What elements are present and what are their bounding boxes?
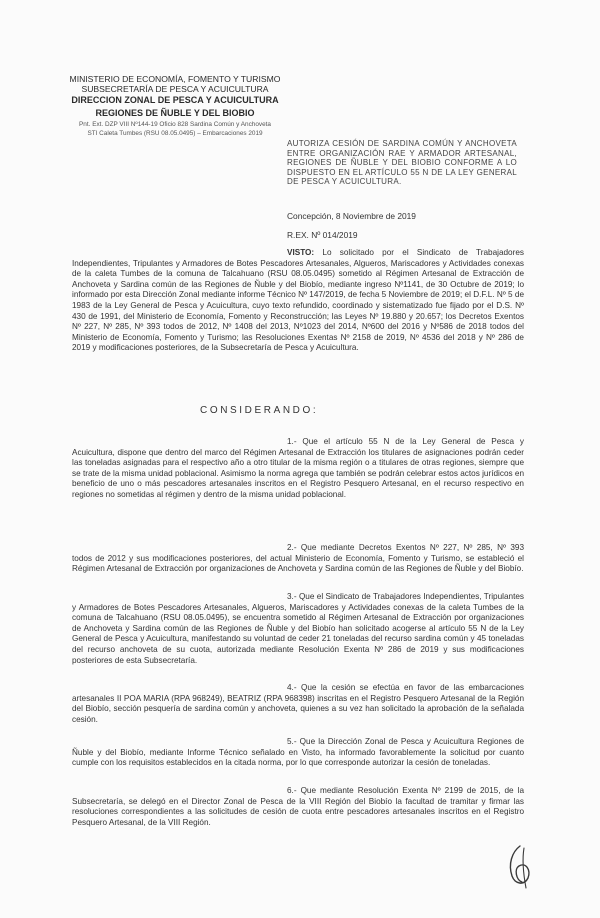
visto-text: Lo solicitado por el Sindicato de Trabajadores Independientes, Tripulantes y Armadores de Botes Pescadores Artesanales, Algueros, Mariscadores y Actividades conexas de la caleta Tumbes de la comuna de Talcahuano (RSU 08.05.0495) sometido al Régimen Artesanal de Extracción de Anchoveta y Sardina común de las Regiones de Ñuble y del Biobío, mediante ingreso Nº1141, de 30 Octubre de 2019; lo informado por esta Dirección Zonal mediante informe Técnico Nº 147/2019, de fecha 5 Noviembre de 2019; el D.F.L. Nº 5 de 1983 de la Ley General de Pesca y Acuicultura, cuyo texto refundido, coordinado y sistematizado fue fijado por el D.S. Nº 430 de 1991, del Ministerio de Economía, Fomento y Reconstrucción; las Leyes Nº 19.880 y 20.657; los Decretos Exentos Nº 227, Nº 285, Nº 393 todos de 2012, Nº 1408 del 2013, Nº1023 del 2014, Nº600 del 2016 y Nº586 de 2018 todos del Ministerio de Economía, Fomento y Turismo; las Resoluciones Exentas Nº 2158 de 2019, Nº 4536 del 2018 y Nº 286 de 2019 y modificaciones posteriores, de la Subsecretaría de Pesca y Acuicultura. (72, 248, 524, 353)
considerando-item: 1.- Que el artículo 55 N de la Ley General de Pesca y Acuicultura, dispone que dentro del marco del Régimen Artesanal de Extracción los titulares de asignaciones podrán ceder las toneladas asignadas para el respectivo año a otro titular de la misma región o a titulares de otras regiones, siempre que se trate de la misma unidad poblacional. Asimismo la norma agrega que también se podrán celebrar estos actos jurídicos en beneficio de uno o más pescadores artesanales inscritos en el Registro Pesquero Artesanal, en el recurso respectivo en regiones no sometidas al régimen y dentro de la misma unidad poblacional. (72, 437, 524, 499)
considerando-item: 2.- Que mediante Decretos Exentos Nº 227, Nº 285, Nº 393 todos de 2012 y sus modificaciones posteriores, del actual Ministerio de Economía, Fomento y Turismo, se estableció el Régimen Artesanal de Extracción por organizaciones de Anchoveta y Sardina común de las Regiones de Ñuble y del Biobío. (72, 543, 524, 574)
regions-name: REGIONES DE ÑUBLE Y DEL BIOBIO (95, 108, 255, 118)
visto-label: VISTO: (287, 248, 315, 257)
resolution-subject: AUTORIZA CESIÓN DE SARDINA COMÚN Y ANCHOVETA ENTRE ORGANIZACIÓN RAE Y ARMADOR ARTESANAL, REGIONES DE ÑUBLE Y DEL BIOBIO CONFORME A LO DISPUESTO EN EL ARTÍCULO 55 N DE LA LEY GENERAL DE PESCA Y ACUICULTURA. (287, 139, 517, 187)
considerando-item: 5.- Que la Dirección Zonal de Pesca y Acuicultura Regiones de Ñuble y del Biobío, mediante Informe Técnico señalado en Visto, ha informado favorablemente la solicitud por cuanto cumple con los requisitos establecidos en la citada norma, por lo que corresponde autorizar la cesión de toneladas. (72, 737, 524, 768)
subsecretary-name: SUBSECRETARÍA DE PESCA Y ACUICULTURA (81, 84, 269, 94)
ministry-name: MINISTERIO DE ECONOMÍA, FOMENTO Y TURISMO (69, 74, 281, 84)
visto-paragraph (72, 248, 524, 354)
place-date: Concepción, 8 Noviembre de 2019 (287, 211, 416, 221)
file-subject-line: STI Caleta Tumbes (RSU 08.05.0495) – Embarcaciones 2019 (87, 130, 263, 137)
considerando-heading: CONSIDERANDO: (200, 405, 319, 416)
considerando-item: 4.- Que la cesión se efectúa en favor de las embarcaciones artesanales II POA MARIA (RPA 968249), BEATRIZ (RPA 968398) inscritas en el Registro Pesquero Artesanal de la Región del Biobío, sección pesquería de sardina común y anchoveta, quienes a su vez han solicitado la aprobación de la señalada cesión. (72, 683, 524, 724)
handwritten-signature (502, 842, 536, 892)
file-reference-line: Pnt. Ext. DZP VIII Nº144-19 Oficio 828 Sardina Común y Anchoveta (79, 121, 271, 128)
considerando-item: 6.- Que mediante Resolución Exenta Nº 2199 de 2015, de la Subsecretaría, se delegó en el Director Zonal de Pesca de la VIII Región del Biobío la facultad de tramitar y firmar las resoluciones correspondientes a las solicitudes de cesión de cuota entre pescadores artesanales inscritos en el Registro Pesquero Artesanal, de la VIII Región. (72, 786, 524, 827)
considerando-item: 3.- Que el Sindicato de Trabajadores Independientes, Tripulantes y Armadores de Botes Pescadores Artesanales, Algueros, Mariscadores y Actividades conexas de la caleta Tumbes de la comuna de Talcahuano (RSU 08.05.0495), se encuentra sometido al Régimen Artesanal de Extracción por organizaciones de Anchoveta y Sardina común de las Regiones de Ñuble y del Biobío han solicitado acogerse al artículo 55 N de la Ley General de Pesca y Acuicultura, manifestando su voluntad de ceder 21 toneladas del recurso sardina común y 45 toneladas del recurso anchoveta de su cuota, autorizada mediante Resolución Exenta Nº 286 de 2019 y sus modificaciones posteriores de esta Subsecretaría. (72, 592, 524, 665)
zonal-direction-name: DIRECCION ZONAL DE PESCA Y ACUICULTURA (71, 95, 279, 105)
resolution-number: R.EX. Nº 014/2019 (287, 230, 358, 240)
